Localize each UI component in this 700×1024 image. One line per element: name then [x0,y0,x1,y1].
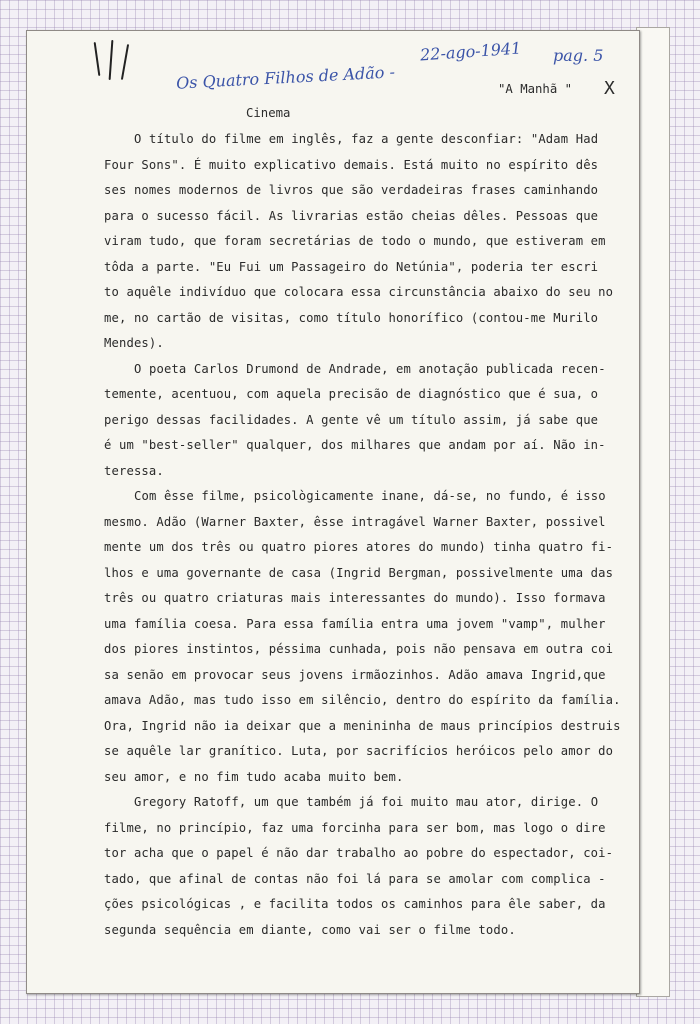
body-line: teressa. [104,463,164,478]
body-line: filme, no princípio, faz uma forcinha para ser bom, mas logo o dire [104,820,606,835]
body-line: O poeta Carlos Drumond de Andrade, em anotação publicada recen- [134,361,606,376]
body-line: é um "best-seller" qualquer, dos milhares que andam por aí. Não in- [104,438,606,452]
paper-underlayer [636,27,670,997]
body-line: tor acha que o papel é não dar trabalho ao pobre do espectador, coi- [104,846,614,860]
body-line: tôda a parte. "Eu Fui um Passageiro do Netúnia", poderia ter escri [104,259,599,274]
handwritten-page: pag. 5 [553,46,604,65]
newspaper-name: "A Manhã " [498,82,573,96]
body-line: Gregory Ratoff, um que também já foi muito mau ator, dirige. O [134,795,599,809]
handwritten-date: 22-ago-1941 [419,38,522,65]
handwritten-title: Os Quatro Filhos de Adão - [175,62,396,93]
body-line: dos piores instintos, péssima cunhada, pois não pensava em outra coi [104,642,614,656]
body-line: Mendes). [104,336,164,350]
body-line: ções psicológicas , e facilita todos os caminhos para êle saber, da [104,897,606,911]
body-line: para o sucesso fácil. As livrarias estão cheias dêles. Pessoas que [104,208,599,223]
body-line: ses nomes modernos de livros que são verdadeiras frases caminhando [104,183,599,197]
body-line: três ou quatro criaturas mais interessantes do mundo). Isso formava [104,591,606,605]
body-line: O título do filme em inglês, faz a gente desconfiar: "Adam Had [134,132,599,146]
body-line: mesmo. Adão (Warner Baxter, êsse intragável Warner Baxter, possivel [104,514,606,529]
body-line: lhos e uma governante de casa (Ingrid Bergman, possivelmente uma das [104,565,614,580]
body-line: Four Sons". É muito explicativo demais. Está muito no espírito dês [104,157,599,172]
body-line: perigo dessas facilidades. A gente vê um título assim, já sabe que [104,412,599,427]
body-line: to aquêle indivíduo que colocara essa circunstância abaixo do seu no [104,285,614,299]
body-line: tado, que afinal de contas não foi lá para se amolar com complica - [104,871,606,886]
body-line: segunda sequência em diante, como vai ser o filme todo. [104,922,516,937]
body-line: amava Adão, mas tudo isso em silêncio, dentro do espírito da família. [104,693,621,707]
body-line: uma família coesa. Para essa família entra uma jovem "vamp", mulher [104,616,606,631]
section-heading: Cinema [246,106,291,120]
body-line: mente um dos três ou quatro piores atores do mundo) tinha quatro fi- [104,540,614,554]
body-line: Com êsse filme, psicològicamente inane, dá-se, no fundo, é isso [134,489,606,503]
margin-mark: X [604,78,615,99]
body-line: seu amor, e no fim tudo acaba muito bem. [104,769,404,784]
body-line: se aquêle lar granítico. Luta, por sacrifícios heróicos pelo amor do [104,744,614,758]
body-line: sa senão em provocar seus jovens irmãozinhos. Adão amava Ingrid,que [104,667,606,682]
body-line: me, no cartão de visitas, como título honorífico (contou-me Murilo [104,310,599,325]
body-line: temente, acentuou, com aquela precisão de diagnóstico que é sua, o [104,387,599,401]
body-line: Ora, Ingrid não ia deixar que a menininha de maus princípios destruis [104,718,621,733]
body-line: viram tudo, que foram secretárias de todo o mundo, que estiveram em [104,234,606,248]
